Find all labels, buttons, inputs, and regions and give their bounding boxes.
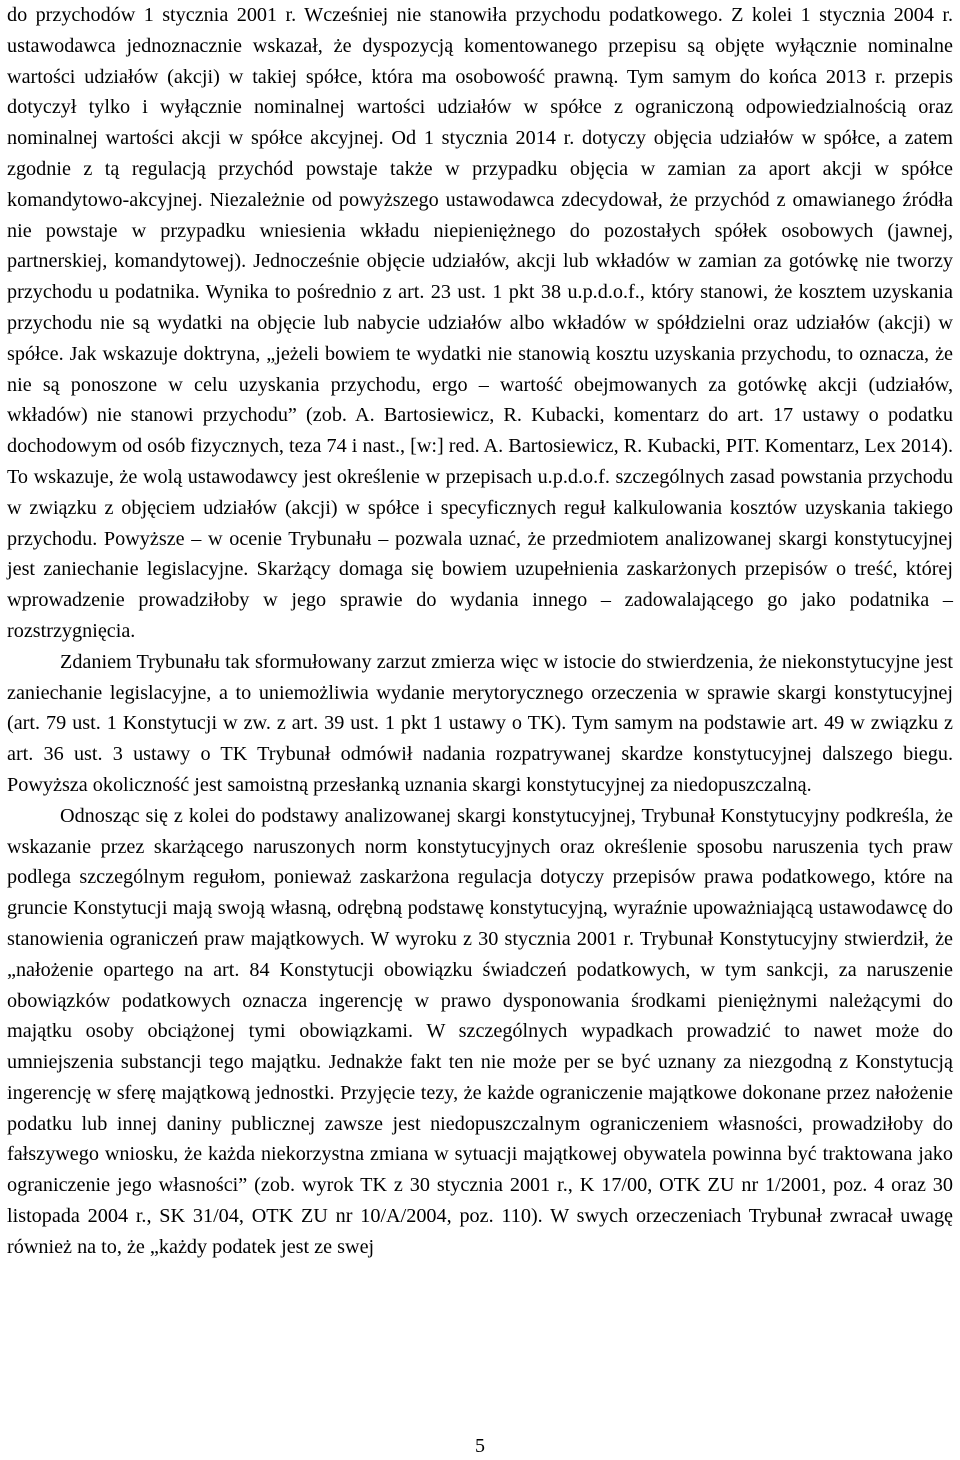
paragraph-2: Zdaniem Trybunału tak sformułowany zarzut zmierza więc w istocie do stwierdzenia, że niekonstytucyjne jest zaniechanie legislacyjne, a to uniemożliwia wydanie merytorycznego orzeczenia w sprawie skargi konstytucyjnej (art. 79 ust. 1 Konstytucji w zw. z art. 39 ust. 1 pkt 1 ustawy o TK). Tym samym na podstawie art. 49 w związku z art. 36 ust. 3 ustawy o TK Trybunał odmówił nadania rozpatrywanej skardze konstytucyjnej dalszego biegu. Powyższa okoliczność jest samoistną przesłanką uznania skargi konstytucyjnej za niedopuszczalną. [7, 650, 953, 796]
paragraph-3: Odnosząc się z kolei do podstawy analizowanej skargi konstytucyjnej, Trybunał Konstytucyjny podkreśla, że wskazanie przez skarżącego naruszonych norm konstytucyjnych oraz określenie sposobu naruszenia tych praw podlega szczególnym regułom, ponieważ zaskarżona regulacja dotyczy przepisów prawa podatkowego, które na gruncie Konstytucji mają swoją własną, odrębną podstawę konstytucyjną, wyraźnie upoważniającą ustawodawcę do stanowienia ograniczeń praw majątkowych. W wyroku z 30 stycznia 2001 r. Trybunał Konstytucyjny stwierdził, że „nałożenie opartego na art. 84 Konstytucji obowiązku świadczeń podatkowych, w tym sankcji, za naruszenie obowiązków podatkowych oznacza ingerencję w prawo dysponowania środkami pieniężnymi należącymi do majątku osoby obciążonej tymi obowiązkami. W szczególnych wypadkach prowadzić to nawet może do umniejszenia substancji tego majątku. Jednakże fakt ten nie może per se być uznany za niezgodną z Konstytucją ingerencję w sferę majątkową jednostki. Przyjęcie tezy, że każde ograniczenie majątkowe dokonane przez nałożenie podatku lub innej daniny publicznej zawsze jest niedopuszczalnym ograniczeniem własności, prowadziłoby do fałszywego wniosku, że każda niekorzystna zmiana w sytuacji majątkowej obywatela powinna być traktowana jako ograniczenie jego własności” (zob. wyrok TK z 30 stycznia 2001 r., K 17/00, OTK ZU nr 1/2001, poz. 4 oraz 30 listopada 2004 r., SK 31/04, OTK ZU nr 10/A/2004, poz. 110). W swych orzeczeniach Trybunał zwracał uwagę również na to, że „każdy podatek jest ze swej [7, 804, 953, 1258]
paragraph-1: do przychodów 1 stycznia 2001 r. Wcześniej nie stanowiła przychodu podatkowego. Z kolei 1 stycznia 2004 r. ustawodawca jednoznacznie wskazał, że dyspozycją komentowanego przepisu są objęte wyłącznie nominalne wartości udziałów (akcji) w takiej spółce, która ma osobowość prawną. Tym samym do końca 2013 r. przepis dotyczył tylko i wyłącznie nominalnej wartości udziałów w spółce z ograniczoną odpowiedzialnością oraz nominalnej wartości akcji w spółce akcyjnej. Od 1 stycznia 2014 r. dotyczy objęcia udziałów w spółce, a zatem zgodnie z tą regulacją przychód powstaje także w przypadku objęcia w zamian za aport akcji w spółce komandytowo-akcyjnej. Niezależnie od powyższego ustawodawca zdecydował, że przychód z omawianego źródła nie powstaje w przypadku wniesienia wkładu niepieniężnego do pozostałych spółek osobowych (jawnej, partnerskiej, komandytowej). Jednocześnie objęcie udziałów, akcji lub wkładów w zamian za gotówkę nie tworzy przychodu u podatnika. Wynika to pośrednio z art. 23 ust. 1 pkt 38 u.p.d.o.f., który stanowi, że kosztem uzyskania przychodu nie są wydatki na objęcie lub nabycie udziałów albo wkładów w spółdzielni oraz udziałów (akcji) w spółce. Jak wskazuje doktryna, „jeżeli bowiem te wydatki nie stanowią kosztu uzyskania przychodu, to oznacza, że nie są ponoszone w celu uzyskania przychodu, ergo – wartość obejmowanych za gotówkę akcji (udziałów, wkładów) nie stanowi przychodu” (zob. A. Bartosiewicz, R. Kubacki, komentarz do art. 17 ustawy o podatku dochodowym od osób fizycznych, teza 74 i nast., [w:] red. A. Bartosiewicz, R. Kubacki, PIT. Komentarz, Lex 2014). To wskazuje, że wolą ustawodawcy jest określenie w przepisach u.p.d.o.f. szczególnych zasad powstania przychodu w związku z objęciem udziałów (akcji) w spółce i specyficznych reguł kalkulowania kosztów uzyskania takiego przychodu. Powyższe – w ocenie Trybunału – pozwala uznać, że przedmiotem analizowanej skargi konstytucyjnej jest zaniechanie legislacyjne. Skarżący domaga się bowiem uzupełnienia zaskarżonych przepisów o treść, której wprowadzenie prowadziłoby w jego sprawie do wydania innego – zadowalającego go jako podatnika – rozstrzygnięcia. [7, 4, 953, 642]
page-number: 5 [475, 1435, 485, 1457]
document-body [7, 0, 953, 1263]
